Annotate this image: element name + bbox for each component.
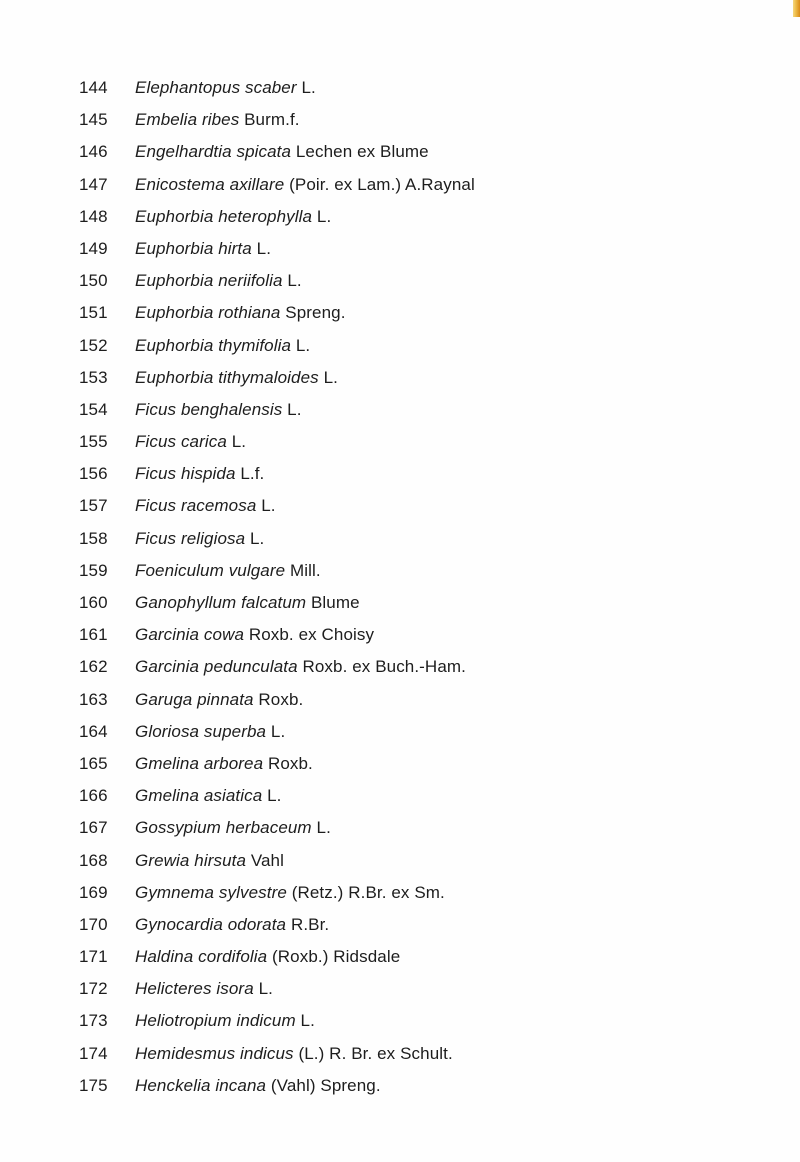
list-item [79, 1011, 800, 1043]
species-entry [135, 690, 303, 710]
author-citation: L. [253, 979, 273, 999]
species-binomial: Foeniculum vulgare [135, 560, 286, 580]
author-citation: Lechen ex Blume [291, 142, 429, 162]
species-binomial: Euphorbia thymifolia [135, 335, 292, 355]
item-number: 159 [79, 560, 108, 580]
author-citation: L. [311, 818, 331, 838]
author-citation: (Vahl) Spreng. [266, 1075, 381, 1095]
species-binomial: Euphorbia rothiana [135, 303, 281, 323]
species-entry [135, 110, 300, 130]
list-item [79, 593, 800, 625]
species-entry [135, 786, 281, 806]
item-number: 150 [79, 271, 108, 291]
species-entry [135, 432, 246, 452]
species-binomial: Engelhardtia spicata [135, 142, 292, 162]
item-number: 173 [79, 1011, 108, 1031]
list-item [79, 271, 800, 303]
author-citation: L. [282, 271, 302, 291]
species-binomial: Elephantopus scaber [135, 78, 297, 97]
item-number: 149 [79, 238, 108, 258]
species-entry [135, 207, 331, 227]
species-binomial: Haldina cordifolia [135, 947, 268, 967]
species-entry [135, 657, 466, 677]
item-number: 155 [79, 432, 108, 452]
item-number: 154 [79, 399, 108, 419]
list-item [79, 368, 800, 400]
author-citation: L. [295, 1011, 315, 1031]
species-entry [135, 1011, 315, 1031]
item-number: 145 [79, 110, 108, 130]
item-number: 146 [79, 142, 108, 162]
list-item [79, 786, 800, 818]
species-entry [135, 496, 276, 516]
item-number: 165 [79, 753, 108, 773]
list-item [79, 142, 800, 174]
author-citation: Vahl [246, 850, 284, 870]
species-binomial: Euphorbia heterophylla [135, 206, 313, 226]
species-binomial: Ficus religiosa [135, 528, 246, 548]
list-item [79, 1076, 800, 1108]
item-number: 171 [79, 947, 108, 967]
species-binomial: Euphorbia neriifolia [135, 271, 283, 291]
list-item [79, 432, 800, 464]
item-number: 156 [79, 464, 108, 484]
list-item [79, 207, 800, 239]
species-binomial: Gymnema sylvestre [135, 882, 287, 902]
species-binomial: Henckelia incana [135, 1075, 267, 1095]
item-number: 164 [79, 721, 108, 741]
item-number: 167 [79, 818, 108, 838]
species-entry [135, 1076, 381, 1096]
author-citation: Blume [306, 593, 360, 612]
author-citation: L. [296, 78, 316, 97]
species-entry [135, 464, 264, 484]
author-citation: (Roxb.) Ridsdale [267, 947, 401, 967]
species-binomial: Garcinia cowa [135, 625, 245, 645]
list-item [79, 1044, 800, 1076]
species-binomial: Ficus benghalensis [135, 399, 283, 419]
author-citation: L. [266, 721, 286, 741]
author-citation: L. [256, 496, 276, 516]
list-item [79, 239, 800, 271]
item-number: 163 [79, 689, 108, 709]
list-item [79, 625, 800, 657]
item-number: 160 [79, 593, 108, 612]
species-binomial: Garuga pinnata [135, 689, 254, 709]
list-item [79, 336, 800, 368]
species-binomial: Ganophyllum falcatum [135, 593, 307, 612]
item-number: 175 [79, 1075, 108, 1095]
species-binomial: Enicostema axillare [135, 174, 285, 194]
item-number: 172 [79, 979, 108, 999]
author-citation: L. [245, 528, 265, 548]
author-citation: L. [312, 206, 332, 226]
species-binomial: Gmelina arborea [135, 753, 264, 773]
species-entry [135, 722, 285, 742]
species-binomial: Hemidesmus indicus [135, 1043, 294, 1063]
species-entry [135, 529, 264, 549]
author-citation: Roxb. [253, 689, 304, 709]
item-number: 151 [79, 303, 108, 323]
species-binomial: Helicteres isora [135, 979, 254, 999]
author-citation: Roxb. [263, 753, 313, 773]
page-corner-marker [793, 0, 800, 17]
species-entry [135, 851, 284, 871]
species-entry [135, 818, 331, 838]
list-item [79, 400, 800, 432]
species-entry [135, 625, 374, 645]
item-number: 170 [79, 914, 108, 934]
species-binomial: Euphorbia hirta [135, 238, 252, 258]
list-item [79, 915, 800, 947]
species-entry [135, 754, 313, 774]
list-item [79, 657, 800, 689]
species-entry [135, 561, 321, 581]
item-number: 168 [79, 850, 108, 870]
list-item [79, 818, 800, 850]
author-citation: Roxb. ex Choisy [244, 625, 375, 645]
item-number: 152 [79, 335, 108, 355]
item-number: 153 [79, 367, 108, 387]
list-item [79, 110, 800, 142]
item-number: 147 [79, 174, 108, 194]
species-entry [135, 979, 273, 999]
species-entry [135, 368, 338, 388]
species-entry [135, 947, 400, 967]
author-citation: L. [282, 399, 302, 419]
author-citation: Spreng. [280, 303, 346, 323]
species-entry [135, 78, 316, 98]
list-item [79, 175, 800, 207]
author-citation: (Retz.) R.Br. ex Sm. [286, 882, 445, 902]
species-entry [135, 1044, 453, 1064]
species-entry [135, 303, 346, 323]
author-citation: L. [226, 432, 247, 452]
species-binomial: Gloriosa superba [135, 721, 267, 741]
author-citation: Burm.f. [239, 110, 300, 130]
author-citation: Roxb. ex Buch.-Ham. [297, 657, 466, 677]
species-entry [135, 175, 475, 195]
species-entry [135, 883, 445, 903]
species-entry [135, 271, 302, 291]
species-binomial: Gmelina asiatica [135, 786, 263, 806]
list-item [79, 979, 800, 1011]
species-binomial: Ficus racemosa [135, 496, 257, 516]
author-citation: L.f. [235, 464, 265, 484]
species-entry [135, 593, 360, 613]
list-item [79, 529, 800, 561]
author-citation: L. [291, 335, 311, 355]
list-item [79, 496, 800, 528]
species-entry [135, 915, 329, 935]
author-citation: (L.) R. Br. ex Schult. [293, 1043, 453, 1063]
item-number: 144 [79, 78, 108, 97]
species-binomial: Gossypium herbaceum [135, 818, 312, 838]
species-entry [135, 142, 429, 162]
species-entry [135, 239, 271, 259]
species-binomial: Euphorbia tithymaloides [135, 367, 319, 387]
list-item [79, 851, 800, 883]
list-item [79, 561, 800, 593]
list-item [79, 754, 800, 786]
list-item [79, 722, 800, 754]
species-binomial: Garcinia pedunculata [135, 657, 298, 677]
species-entry [135, 336, 310, 356]
author-citation: L. [262, 786, 282, 806]
author-citation: Mill. [285, 560, 321, 580]
list-item [79, 303, 800, 335]
species-binomial: Ficus carica [135, 432, 227, 452]
author-citation: L. [318, 367, 338, 387]
species-binomial: Heliotropium indicum [135, 1011, 296, 1031]
species-binomial: Embelia ribes [135, 110, 240, 130]
item-number: 161 [79, 625, 108, 645]
author-citation: L. [251, 238, 272, 258]
author-citation: (Poir. ex Lam.) A.Raynal [284, 174, 475, 194]
species-binomial: Ficus hispida [135, 464, 236, 484]
list-item [79, 78, 800, 110]
item-number: 157 [79, 496, 108, 516]
list-item [79, 464, 800, 496]
list-item [79, 947, 800, 979]
item-number: 169 [79, 882, 108, 902]
item-number: 148 [79, 206, 108, 226]
author-citation: R.Br. [286, 914, 330, 934]
item-number: 166 [79, 786, 108, 806]
list-item [79, 690, 800, 722]
item-number: 162 [79, 657, 108, 677]
list-item [79, 883, 800, 915]
item-number: 158 [79, 528, 108, 548]
species-binomial: Gynocardia odorata [135, 914, 287, 934]
species-entry [135, 400, 302, 420]
species-binomial: Grewia hirsuta [135, 850, 246, 870]
item-number: 174 [79, 1043, 108, 1063]
